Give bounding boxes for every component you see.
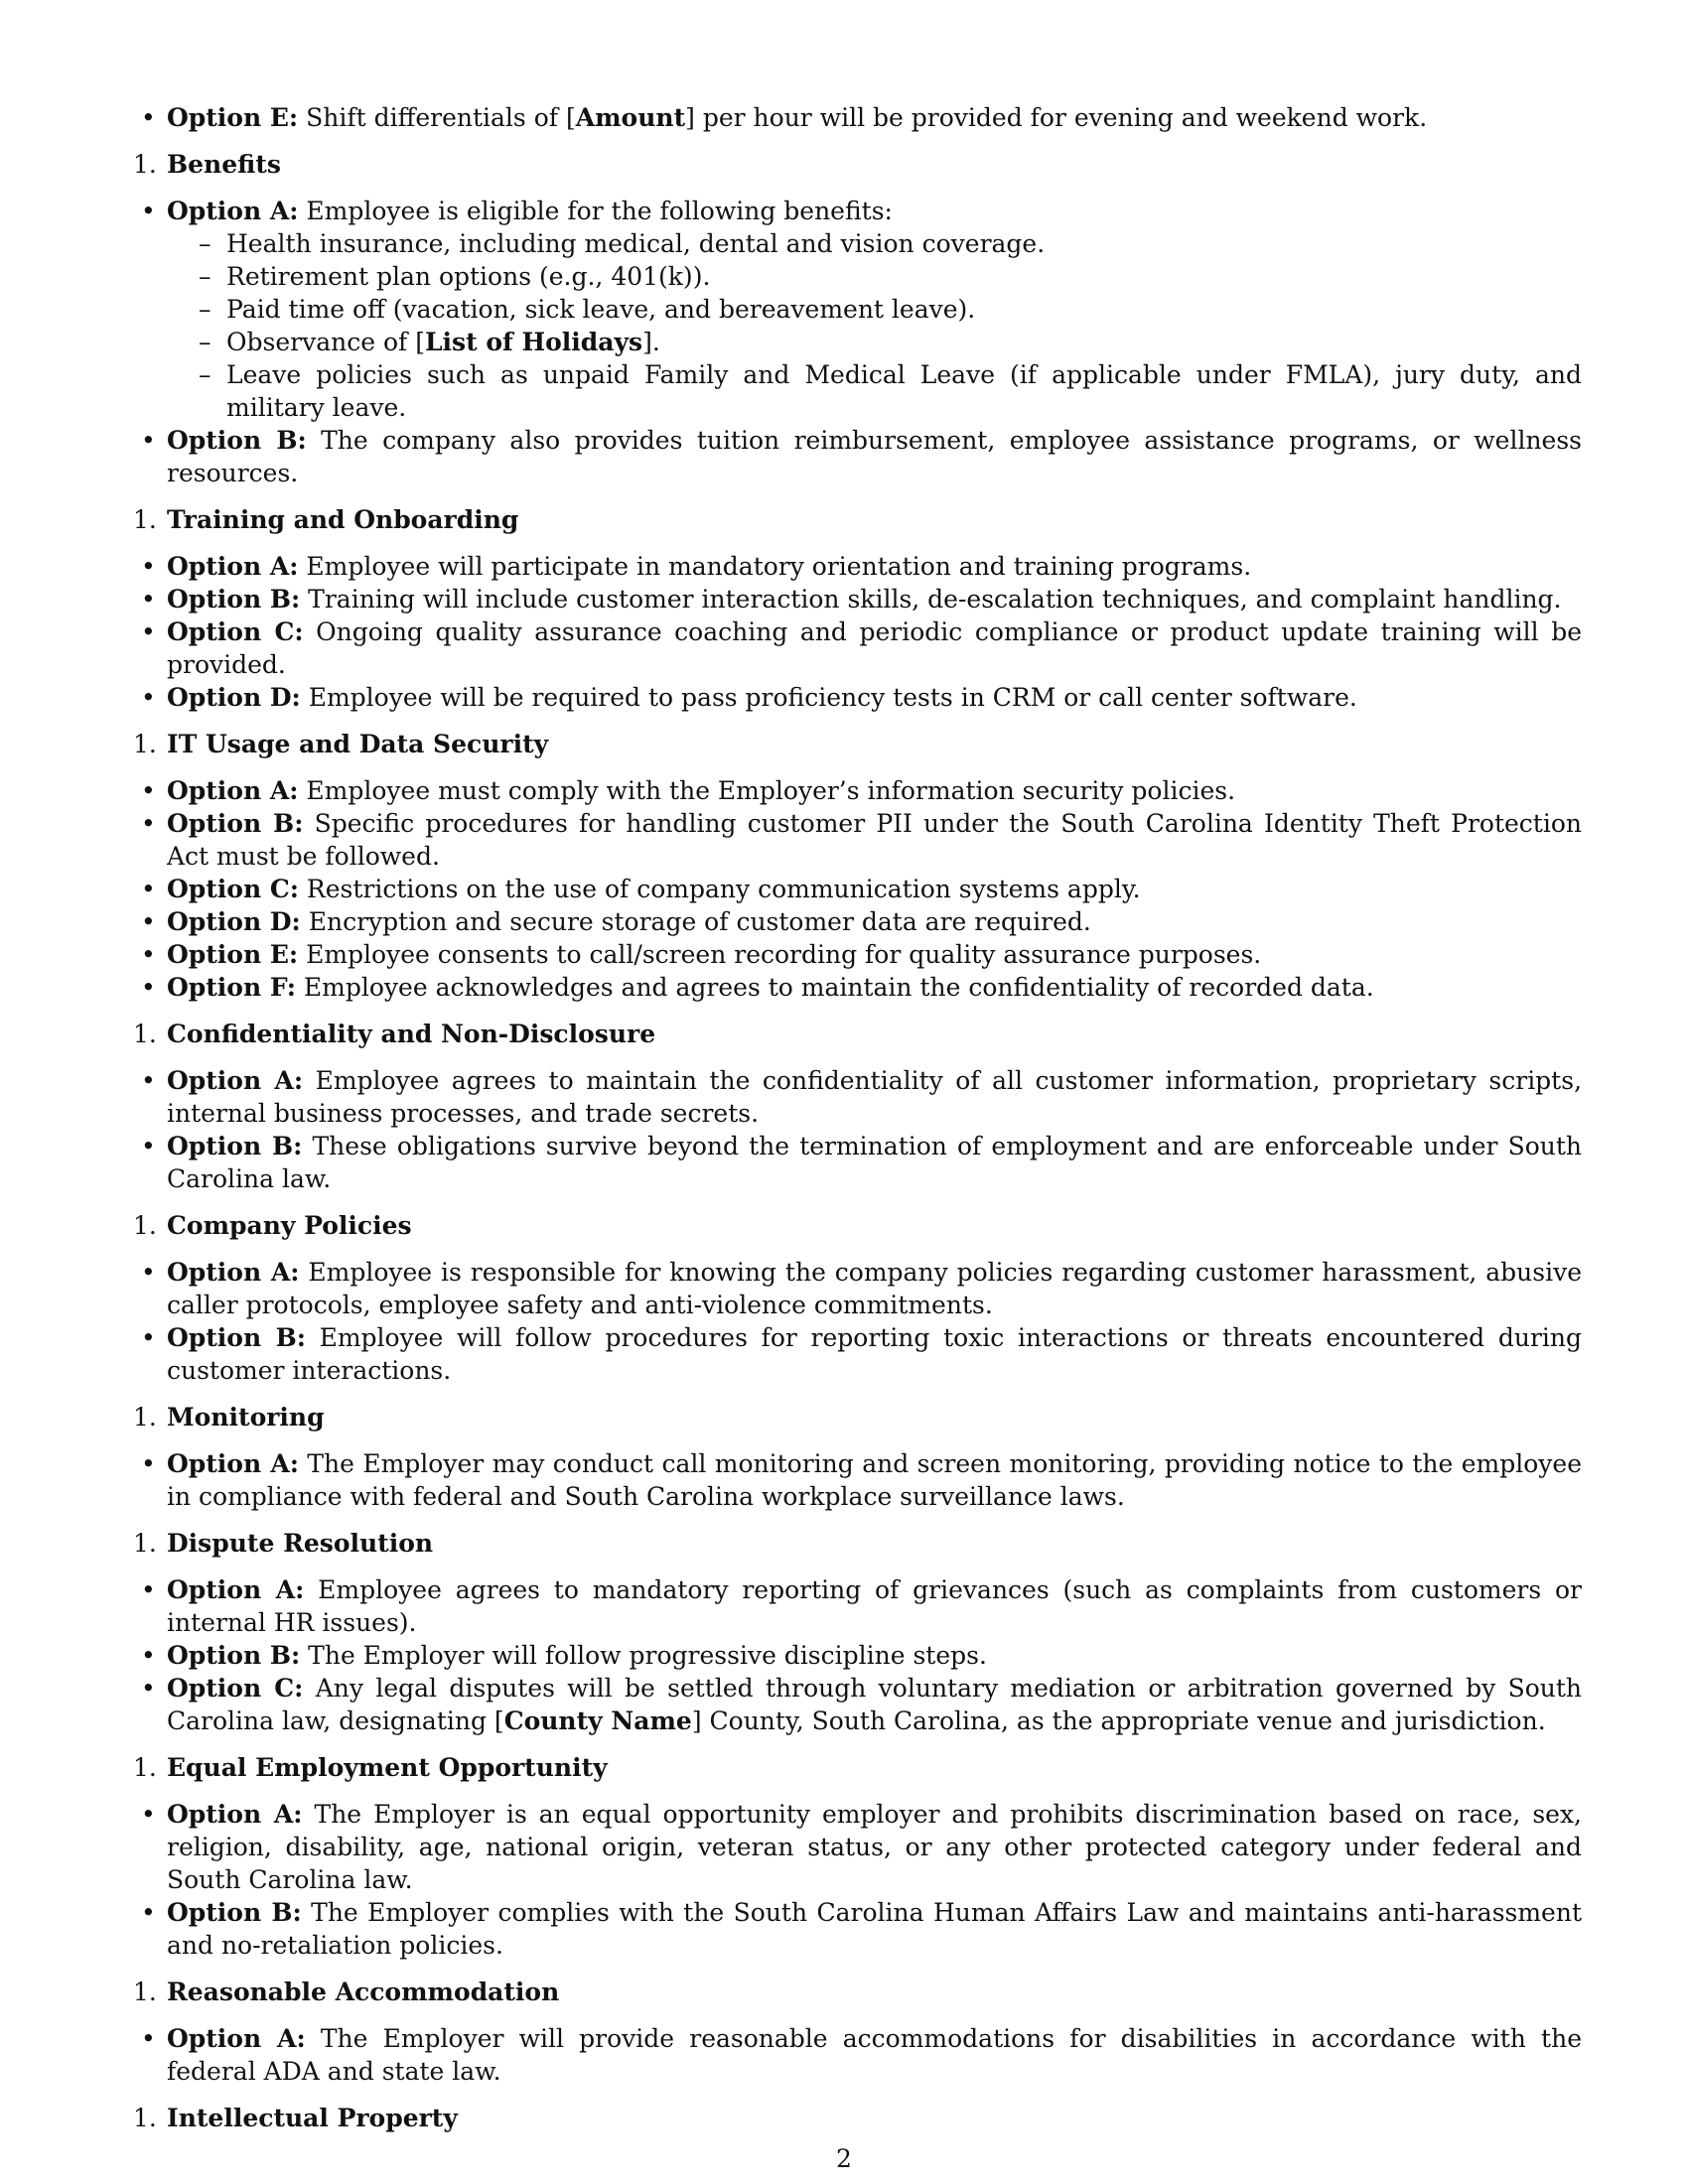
option-item [167,1130,1582,1195]
section-heading [133,728,1582,760]
option-label: Option B: [167,1323,306,1352]
option-text: Employee consents to call/screen recording for quality assurance purposes. [298,940,1262,969]
placeholder-amount: Amount [575,103,686,132]
section-title: Company Policies [167,1211,412,1240]
option-label: Option F: [167,973,296,1002]
section-number: 1. [133,730,157,758]
option-list [167,1447,1582,1513]
option-text: Employee acknowledges and agrees to maintain the confidentiality of recorded data. [295,973,1374,1002]
sub-item-list [167,227,1582,424]
section-number: 1. [133,1211,157,1240]
section-title: Dispute Resolution [167,1529,434,1558]
option-list [167,195,1582,489]
option-item [167,101,1582,134]
section-title: Equal Employment Opportunity [167,1753,608,1782]
option-text: Restrictions on the use of company communication systems apply. [298,875,1141,903]
option-text: Any legal disputes will be settled through voluntary mediation or arbitration governed by South Carolina law, designating [ [167,1674,1582,1735]
option-item [167,1447,1582,1513]
sub-item: – Paid time off (vacation, sick leave, and bereavement leave). [226,293,1582,326]
placeholder-holidays: List of Holidays [424,328,643,356]
sub-item [226,326,1582,358]
top-option-list [167,101,1582,134]
section-heading [133,503,1582,536]
option-label: Option E: [167,103,299,132]
option-label: Option A: [167,1258,300,1287]
sub-item-text: ]. [642,328,660,356]
option-text: Employee will be required to pass proficiency tests in CRM or call center software. [300,683,1357,712]
placeholder-field: County Name [503,1706,692,1735]
section-title: Reasonable Accommodation [167,1978,560,2006]
option-text: Training will include customer interaction skills, de-escalation techniques, and complaint handling. [300,585,1562,614]
option-label: Option B: [167,585,301,614]
option-label: Option B: [167,809,304,838]
option-text: Employee is responsible for knowing the company policies regarding customer harassment, abusive caller protocols, employee safety and anti-violence commitments. [167,1258,1583,1319]
option-text: Employee must comply with the Employer’s information security policies. [298,776,1236,805]
option-label: Option B: [167,426,307,455]
option-item [167,550,1582,583]
section-heading [133,1401,1582,1433]
option-text: The Employer will provide reasonable accommodations for disabilities in accordance with the federal ADA and state law. [167,2024,1582,2086]
option-list [167,1573,1582,1737]
section-title: IT Usage and Data Security [167,730,549,758]
section-number: 1. [133,1753,157,1782]
section-number: 1. [133,2104,157,2132]
option-label: Option A: [167,552,299,581]
section-title: Confidentiality and Non-Disclosure [167,1020,656,1048]
sub-item: – Health insurance, including medical, dental and vision coverage. [226,227,1582,260]
option-text: Employee agrees to maintain the confidentiality of all customer information, proprietary scripts, internal business processes, and trade secrets. [167,1066,1583,1128]
option-label: Option C: [167,875,299,903]
option-item [167,938,1582,971]
section-heading [133,1018,1582,1050]
section-number: 1. [133,1978,157,2006]
option-item [167,905,1582,938]
section-title: Monitoring [167,1403,325,1432]
option-list [167,550,1582,714]
option-label: Option B: [167,1641,301,1670]
option-label: Option C: [167,1674,304,1703]
option-item [167,1256,1582,1321]
option-label: Option A: [167,1575,305,1604]
section-heading [133,2102,1582,2134]
section-number: 1. [133,1020,157,1048]
option-item [167,1321,1582,1387]
section-heading [133,1527,1582,1560]
section-number: 1. [133,1529,157,1558]
section-heading [133,1976,1582,2008]
option-text: Specific procedures for handling customer PII under the South Carolina Identity Theft Protection Act must be followed. [167,809,1582,871]
option-text: Ongoing quality assurance coaching and periodic compliance or product update training will be provided. [167,617,1583,679]
option-label: Option A: [167,1800,303,1829]
option-label: Option B: [167,1898,302,1927]
option-label: Option C: [167,617,304,646]
option-list [167,2022,1582,2088]
option-item [167,615,1582,681]
option-text: The Employer is an equal opportunity employer and prohibits discrimination based on race, sex, religion, disability, age, national origin, veteran status, or any other protected category under federal and South Carolina law. [167,1800,1582,1894]
option-list [167,1256,1582,1387]
option-text: Encryption and secure storage of customer data are required. [300,907,1091,936]
section-heading [133,1751,1582,1784]
option-label: Option D: [167,683,301,712]
option-text: These obligations survive beyond the termination of employment and are enforceable under South Carolina law. [167,1132,1582,1193]
option-item [167,1896,1582,1962]
option-label: Option A: [167,1066,304,1095]
option-item [167,681,1582,714]
section-heading [133,148,1582,181]
option-item [167,1798,1582,1896]
option-text: Employee is eligible for the following benefits: [298,197,893,225]
section-title: Intellectual Property [167,2104,458,2132]
option-label: Option B: [167,1132,303,1160]
option-text: The Employer complies with the South Carolina Human Affairs Law and maintains anti-harassment and no-retaliation policies. [167,1898,1582,1960]
option-text: ] County, South Carolina, as the appropriate venue and jurisdiction. [691,1706,1546,1735]
option-label: Option E: [167,940,299,969]
document-page [133,101,1583,2148]
page-number: 2 [836,2144,852,2173]
option-list [167,1064,1582,1195]
option-item [167,1064,1582,1130]
option-item [167,774,1582,807]
option-item [167,583,1582,615]
option-text: The company also provides tuition reimbursement, employee assistance programs, or wellness resources. [167,426,1583,487]
option-item [167,424,1582,489]
option-label: Option A: [167,1449,299,1478]
sections-container [133,148,1583,2134]
option-label: Option A: [167,776,299,805]
option-list [167,1798,1582,1962]
option-text: The Employer may conduct call monitoring and screen monitoring, providing notice to the employee in compliance with federal and South Carolina workplace surveillance laws. [167,1449,1582,1511]
option-label: Option A: [167,197,299,225]
option-text: Shift differentials of [ [298,103,576,132]
option-item [167,1672,1582,1737]
option-text: ] per hour will be provided for evening and weekend work. [685,103,1428,132]
sub-item: – Retirement plan options (e.g., 401(k)). [226,260,1582,293]
option-item [167,2022,1582,2088]
section-number: 1. [133,505,157,534]
option-text: Employee will follow procedures for reporting toxic interactions or threats encountered during customer interactions. [167,1323,1582,1385]
section-heading [133,1209,1582,1242]
option-label: Option D: [167,907,301,936]
option-text: Employee agrees to mandatory reporting of grievances (such as complaints from customers or internal HR issues). [167,1575,1583,1637]
sub-item-text: Observance of [ [226,328,425,356]
section-number: 1. [133,150,157,179]
option-list [167,774,1582,1004]
option-item [167,971,1582,1004]
option-item [167,873,1582,905]
option-item [167,195,1582,424]
section-number: 1. [133,1403,157,1432]
option-item [167,1639,1582,1672]
section-title: Training and Onboarding [167,505,519,534]
option-item [167,1573,1582,1639]
section-title: Benefits [167,150,281,179]
option-label: Option A: [167,2024,306,2053]
option-text: Employee will participate in mandatory orientation and training programs. [298,552,1252,581]
option-text: The Employer will follow progressive discipline steps. [300,1641,987,1670]
option-item [167,807,1582,873]
sub-item: – Leave policies such as unpaid Family and Medical Leave (if applicable under FMLA), jury duty, and military leave. [226,358,1582,424]
